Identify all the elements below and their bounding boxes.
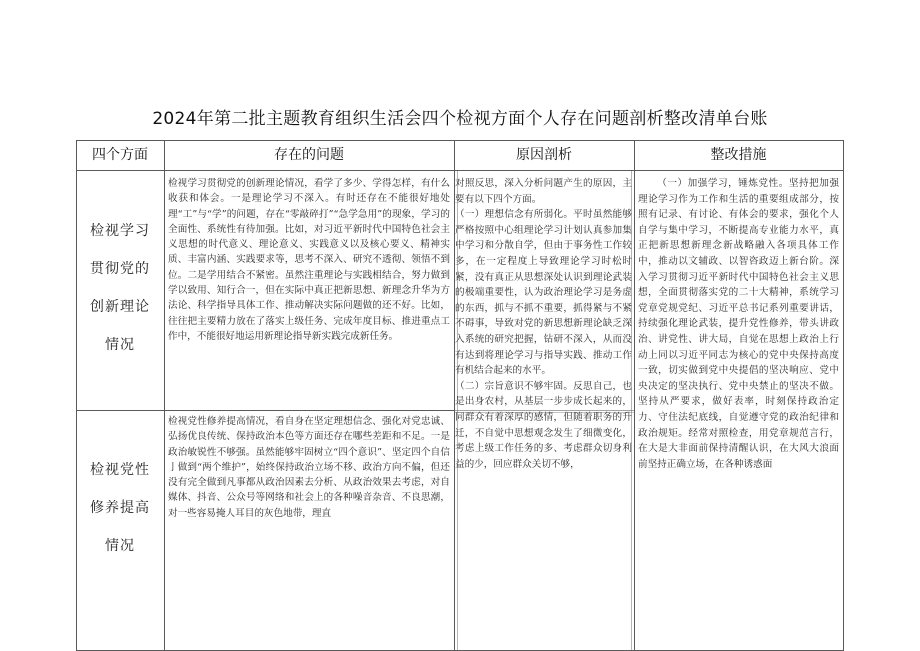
aspect-line: 修养提高 [90,500,150,516]
header-measures: 整改措施 [710,147,767,163]
aspect-line: 情况 [105,337,135,353]
header-bottom-border [76,170,844,171]
table-right-border [843,140,844,651]
row-divider [76,410,454,411]
col-divider-3 [634,140,635,651]
problem-text-party-spirit: 检视党性修养提高情况，看自身在坚定理想信念、强化对党忠诚、弘扬优良传统、保持政治本色等方面还存在哪些差距和不足。一是政治敏锐性不够强。虽然能够牢固树立“四个意识”、坚定四个自信亅做到“两个维护”，始终保持政治立场不移、政治方向不偏，但还没有完全做到凡事都从政治因素去分析、从政治效果去考虑，对自媒体、抖音、公众号等网络和社会上的各种噪音杂音、不良思潮，对一些容易掩人耳目的灰色地带，理直 [168,416,450,519]
analysis-text: 对照反思，深入分析问题产生的原因，主要有以下四个方面。 （一）理想信念有所弱化。平时虽然能够严格按照中心组理论学习计划认真参加集中学习和分散自学，但由于事务性工作较多，在一定程度上导致理论学习时松时紧，没有真正从思想深处认识到理论武装的极端重要性，认为政治理论学习是务虚的东西，抓与不抓不重要，抓得紧与不紧不碍事，导致对党的新思想新理论缺乏深入系统的研究把握，钻研不深入，从而没有达到将理论学习与指导实践、推动工作有机结合起来的水平。 （二）宗旨意识不够牢固。反思自己，也是出身农村，从基层一步步成长起来的，同群众有着深厚的感情，但随着职务的升迁，不自觉中思想观念发生了细微变化，考虑上级工作任务的多、考虑群众切身利益的少，回应群众关切不够， [455,178,632,470]
aspect-line: 检视学习 [90,223,150,239]
aspect-line: 检视党性 [90,462,150,478]
page-title: 2024年第二批主题教育组织生活会四个检视方面个人存在问题剖析整改清单台账 [152,109,768,129]
aspect-party-spirit [78,451,162,565]
aspect-study [78,212,162,364]
aspect-line: 情况 [105,538,135,554]
table-left-border [76,140,77,651]
header-problem: 存在的问题 [274,147,344,163]
col-divider-1 [164,140,165,651]
aspect-line: 贯彻党的 [90,261,150,277]
header-aspect: 四个方面 [92,147,148,163]
aspect-line: 创新理论 [90,299,150,315]
header-analysis: 原因剖析 [516,147,572,163]
problem-text-study: 检视学习贯彻党的创新理论情况，看学了多少、学得怎样，有什么收获和体会。一是理论学习不深入。有时还存在不能很好地处理“工”与“学”的问题，存在“零敲碎打”“急学急用”的现象，学习的全面性、系统性有待加强。比如，对习近平新时代中国特色社会主义思想的时代意义、理论意义、实践意义以及核心要义、精神实质、丰富内涵、实践要求等，思考不深入、研究不透彻、领悟不到位。二是学用结合不紧密。虽然注重理论与实践相结合，努力做到学以致用、知行合一，但在实际中真正把新思想、新理念升华为方法论、科学指导具体工作、推动解决实际问题做的还不好。比如，往往把主要精力放在了落实上级任务、完成年度目标、推进重点工作中，不能很好地运用新理论指导新实践完成新任务。 [168,178,450,342]
measures-text: （一）加强学习，锤炼党性。坚持把加强理论学习作为工作和生活的重要组成部分，按照有记录、有讨论、有体会的要求，强化个人自学与集中学习，不断提高专业能力水平，真正把新思想新理念新战略融入各项具体工作中，推动以文辅政、以智咨政迈上新台阶。深入学习贯彻习近平新时代中国特色社会主义思想，全面贯彻落实党的二十大精神，系统学习党章党规党纪、习近平总书记系列重要讲话，持续强化理论武装，提升党性修养，带头讲政治、讲党性、讲大局，自觉在思想上政治上行动上同以习近平同志为核心的党中央保持高度一致，切实做到党中央提倡的坚决响应、党中央决定的坚决执行、党中央禁止的坚决不做。坚持从严要求，做好表率，时刻保持政治定力、守住法纪底线，自觉遵守党的政治纪律和政治规矩。经常对照检查，用党章规范言行，在大是大非面前保持清醒认识，在大风大浪面前坚持正确立场，在各种诱惑面 [638,178,839,470]
